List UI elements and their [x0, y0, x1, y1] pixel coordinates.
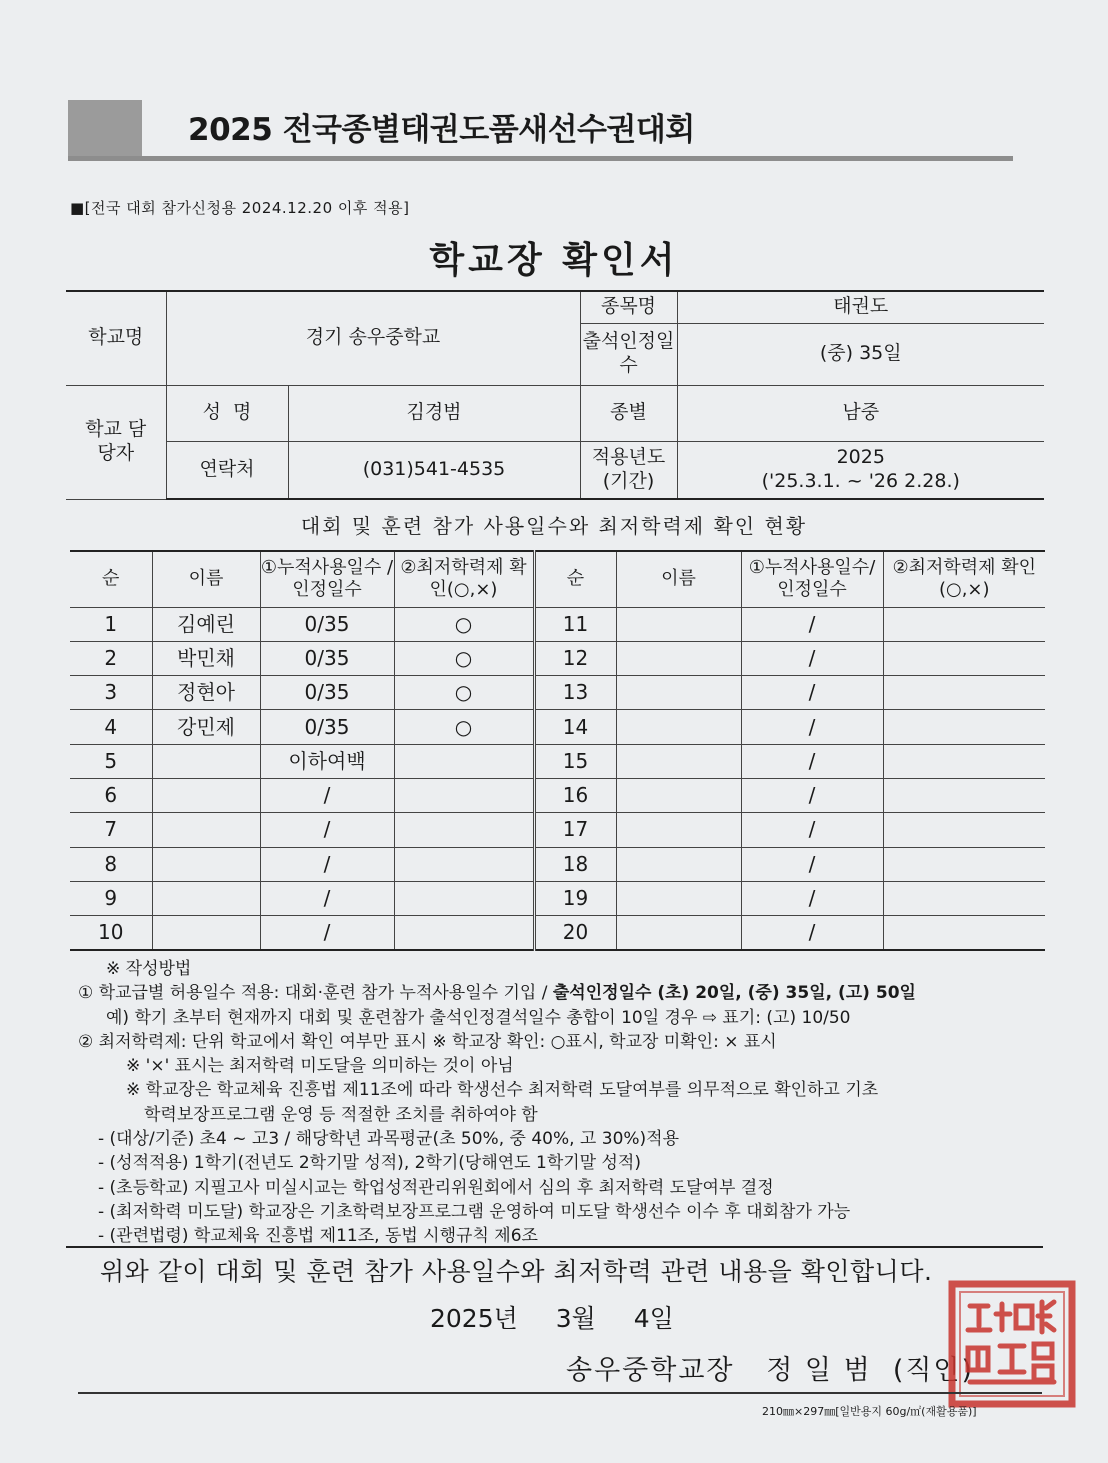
row-number: 5: [70, 744, 152, 778]
row-number: 9: [70, 881, 152, 915]
note-2b: ※ 학교장은 학교체육 진흥법 제11조에 따라 학생선수 최저학력 도달여부를 의무적으로 확인하고 기초: [126, 1080, 879, 1101]
used-days-right: /: [741, 744, 883, 778]
used-days-right: /: [741, 847, 883, 881]
event-value: 태권도: [677, 291, 1044, 323]
used-days: 0/35: [260, 676, 394, 710]
header-name-right: 이름: [616, 551, 741, 607]
row-number: 1: [70, 607, 152, 641]
academic-check: ○: [394, 710, 534, 744]
year-cell: [677, 441, 1044, 499]
row-number-right: 14: [534, 710, 616, 744]
used-days: 0/35: [260, 710, 394, 744]
academic-check-right: [883, 847, 1045, 881]
student-name: 강민제: [152, 710, 260, 744]
event-label: 종목명: [580, 291, 677, 323]
student-name: 정현아: [152, 676, 260, 710]
row-number-right: 15: [534, 744, 616, 778]
student-name: [152, 916, 260, 950]
attendance-label: 출석인정일수: [580, 323, 677, 385]
year-period: ('25.3.1. ~ '26 2.28.): [761, 469, 960, 492]
academic-check-right: [883, 778, 1045, 812]
header-name: 이름: [152, 551, 260, 607]
header-underline: [68, 156, 1013, 161]
row-number: 3: [70, 676, 152, 710]
row-number: 4: [70, 710, 152, 744]
academic-check: ○: [394, 676, 534, 710]
principal-signature-line: 송우중학교장 정 일 범 (직인): [566, 1355, 975, 1386]
notes-title: ※ 작성방법: [106, 959, 192, 979]
note-1-bold: 출석인정일수 (초) 20일, (중) 35일, (고) 50일: [552, 983, 916, 1004]
academic-check: ○: [394, 607, 534, 641]
header-no-right: 순: [534, 551, 616, 607]
row-number-right: 12: [534, 641, 616, 675]
row-number-right: 20: [534, 916, 616, 950]
note-2a: ※ '×' 표시는 최저학력 미도달을 의미하는 것이 아님: [126, 1056, 514, 1077]
used-days: 이하여백: [260, 744, 394, 778]
detail-4: - (최저학력 미도달) 학교장은 기초학력보장프로그램 운영하여 미도달 학생선수 이수 후 대회참가 가능: [98, 1201, 851, 1222]
academic-check-right: [883, 676, 1045, 710]
manager-label: 학교 담당자: [66, 385, 166, 499]
academic-check: ○: [394, 641, 534, 675]
row-number-right: 16: [534, 778, 616, 812]
row-number-right: 19: [534, 881, 616, 915]
roster-table: [70, 550, 1045, 951]
used-days: /: [260, 813, 394, 847]
category-value: 남중: [677, 385, 1044, 441]
used-days-right: /: [741, 813, 883, 847]
paper-spec: 210㎜×297㎜[일반용지 60g/㎡(재활용품)]: [762, 1405, 977, 1418]
row-number-right: 13: [534, 676, 616, 710]
header-gray-block: [68, 100, 142, 160]
row-number: 8: [70, 847, 152, 881]
student-name: [152, 778, 260, 812]
notes-divider: [66, 1246, 1043, 1248]
note-1-example: 예) 학기 초부터 현재까지 대회 및 훈련참가 출석인정결석일수 총합이 10일 경우 ⇨ 표기: (고) 10/50: [106, 1007, 851, 1028]
bottom-rule: [78, 1392, 1042, 1394]
contact-label: 연락처: [166, 441, 288, 499]
row-number: 10: [70, 916, 152, 950]
header-days-right: ①누적사용일수/ 인정일수: [741, 551, 883, 607]
note-2: ② 최저학력제: 단위 학교에서 확인 여부만 표시 ※ 학교장 확인: ○표시, 학교장 미확인: × 표시: [78, 1031, 777, 1052]
used-days: /: [260, 881, 394, 915]
note-2b-cont: 학력보장프로그램 운영 등 적절한 조치를 취하여야 함: [144, 1104, 538, 1125]
used-days: 0/35: [260, 607, 394, 641]
student-name-right: [616, 847, 741, 881]
instructions: [78, 957, 1058, 1249]
note-1-text: ① 학교급별 허용일수 적용: 대회·훈련 참가 누적사용일수 기입 /: [78, 983, 553, 1004]
row-number: 7: [70, 813, 152, 847]
student-name: [152, 881, 260, 915]
student-name: [152, 847, 260, 881]
detail-3: - (초등학교) 지필고사 미실시교는 학업성적관리위원회에서 심의 후 최저학력 도달여부 결정: [98, 1177, 774, 1198]
academic-check: [394, 847, 534, 881]
attendance-value: (중) 35일: [677, 323, 1044, 385]
school-info-table: [66, 290, 1044, 500]
used-days-right: /: [741, 641, 883, 675]
document-title: 학교장 확인서: [429, 240, 679, 281]
section-title: 대회 및 훈련 참가 사용일수와 최저학력제 확인 현황: [300, 514, 808, 538]
academic-check-right: [883, 710, 1045, 744]
header-days: ①누적사용일수 /인정일수: [260, 551, 394, 607]
used-days-right: /: [741, 916, 883, 950]
used-days-right: /: [741, 676, 883, 710]
header-check: ②최저학력제 확인(○,×): [394, 551, 534, 607]
category-label: 종별: [580, 385, 677, 441]
student-name-right: [616, 607, 741, 641]
academic-check: [394, 916, 534, 950]
header-no: 순: [70, 551, 152, 607]
application-notice: ■[전국 대회 참가신청용 2024.12.20 이후 적용]: [70, 199, 410, 217]
used-days: /: [260, 778, 394, 812]
used-days-right: /: [741, 607, 883, 641]
confirmation-statement: 위와 같이 대회 및 훈련 참가 사용일수와 최저학력 관련 내용을 확인합니다.: [100, 1257, 933, 1286]
row-number: 6: [70, 778, 152, 812]
student-name: [152, 744, 260, 778]
used-days-right: /: [741, 881, 883, 915]
row-number-right: 18: [534, 847, 616, 881]
academic-check-right: [883, 607, 1045, 641]
student-name-right: [616, 641, 741, 675]
year-value: 2025: [836, 446, 885, 468]
used-days: 0/35: [260, 641, 394, 675]
row-number-right: 17: [534, 813, 616, 847]
header-check-right: ②최저학력제 확인(○,×): [883, 551, 1045, 607]
event-title: 2025 전국종별태권도품새선수권대회: [188, 112, 695, 148]
used-days: /: [260, 916, 394, 950]
student-name-right: [616, 881, 741, 915]
manager-name-label: 성 명: [166, 385, 288, 441]
student-name-right: [616, 676, 741, 710]
detail-2: - (성적적용) 1학기(전년도 2학기말 성적), 2학기(당해연도 1학기말 성적): [98, 1153, 641, 1174]
detail-5: - (관련법령) 학교체육 진흥법 제11조, 동법 시행규칙 제6조: [98, 1226, 538, 1247]
row-number-right: 11: [534, 607, 616, 641]
academic-check-right: [883, 881, 1045, 915]
school-name-label: 학교명: [66, 291, 166, 385]
academic-check: [394, 778, 534, 812]
student-name-right: [616, 778, 741, 812]
used-days: /: [260, 847, 394, 881]
student-name-right: [616, 710, 741, 744]
row-number: 2: [70, 641, 152, 675]
student-name-right: [616, 916, 741, 950]
academic-check: [394, 813, 534, 847]
signing-date: 2025년 3월 4일: [430, 1304, 674, 1333]
student-name: 박민채: [152, 641, 260, 675]
student-name: 김예린: [152, 607, 260, 641]
school-name-value: 경기 송우중학교: [166, 291, 580, 385]
academic-check-right: [883, 641, 1045, 675]
academic-check: [394, 881, 534, 915]
note-1: [78, 981, 1058, 1005]
used-days-right: /: [741, 710, 883, 744]
student-name-right: [616, 813, 741, 847]
contact-value: (031)541-4535: [288, 441, 580, 499]
used-days-right: /: [741, 778, 883, 812]
academic-check-right: [883, 744, 1045, 778]
detail-1: - (대상/기준) 초4 ~ 고3 / 해당학년 과목평균(초 50%, 중 40%, 고 30%)적용: [98, 1129, 680, 1150]
student-name: [152, 813, 260, 847]
manager-name-value: 김경범: [288, 385, 580, 441]
academic-check: [394, 744, 534, 778]
academic-check-right: [883, 916, 1045, 950]
official-seal-stamp: [946, 1278, 1078, 1410]
academic-check-right: [883, 813, 1045, 847]
year-label: 적용년도 (기간): [580, 441, 677, 499]
student-name-right: [616, 744, 741, 778]
